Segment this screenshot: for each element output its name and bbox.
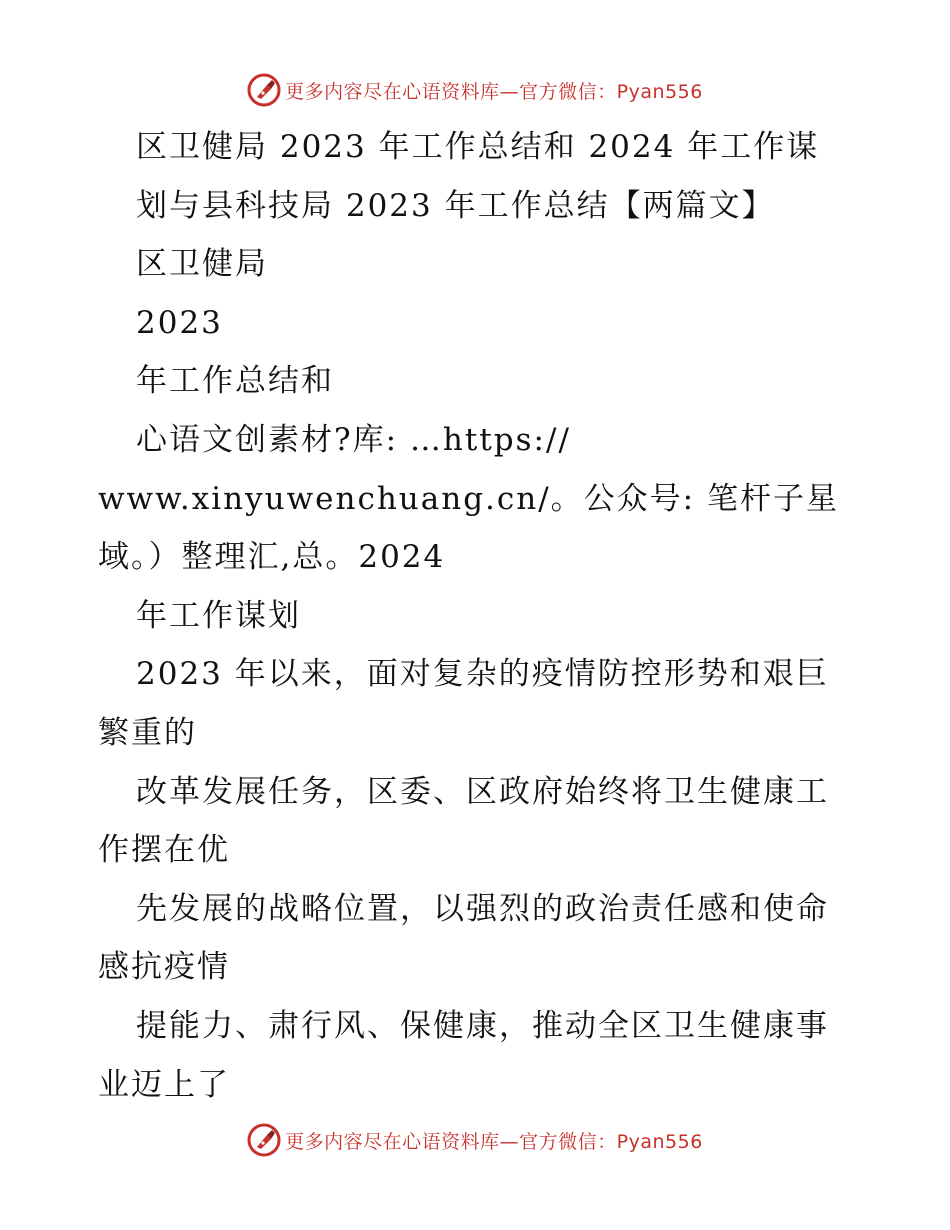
doc-line-7: www.xinyuwenchuang.cn/。公众号: 笔杆子星 — [98, 480, 839, 517]
doc-line-4: 2023 — [136, 304, 223, 341]
doc-line-6: 心语文创素材?库: …https:// — [136, 421, 571, 458]
doc-line-10: 2023 年以来，面对复杂的疫情防控形势和艰巨 — [136, 656, 829, 693]
doc-line-16: 提能力、肃行风、保健康，推动全区卫生健康事 — [136, 1007, 829, 1044]
doc-line-8: 域。）整理汇,总。2024 — [98, 539, 446, 576]
footer-watermark-text: 更多内容尽在心语资料库—官方微信：Pyan556 — [285, 1130, 703, 1153]
header-watermark-banner — [0, 70, 950, 110]
doc-line-14: 先发展的战略位置，以强烈的政治责任感和使命 — [136, 890, 829, 927]
doc-line-9: 年工作谋划 — [136, 597, 301, 634]
doc-line-15: 感抗疫情 — [98, 949, 230, 986]
pen-nib-logo-icon — [247, 73, 281, 107]
doc-line-17: 业迈上了 — [98, 1066, 230, 1103]
doc-line-13: 作摆在优 — [98, 832, 230, 869]
doc-line-1: 区卫健局 2023 年工作总结和 2024 年工作谋 — [136, 129, 820, 165]
doc-line-12: 改革发展任务，区委、区政府始终将卫生健康工 — [136, 773, 829, 810]
header-watermark-text: 更多内容尽在心语资料库—官方微信：Pyan556 — [285, 80, 703, 103]
doc-line-3: 区卫健局 — [136, 246, 268, 283]
doc-line-11: 繁重的 — [98, 714, 197, 751]
doc-line-2: 划与县科技局 2023 年工作总结【两篇文】 — [136, 187, 775, 224]
document-body — [98, 118, 858, 1114]
footer-watermark-banner — [0, 1120, 950, 1160]
pen-nib-logo-icon — [247, 1123, 281, 1157]
doc-line-5: 年工作总结和 — [136, 363, 334, 400]
